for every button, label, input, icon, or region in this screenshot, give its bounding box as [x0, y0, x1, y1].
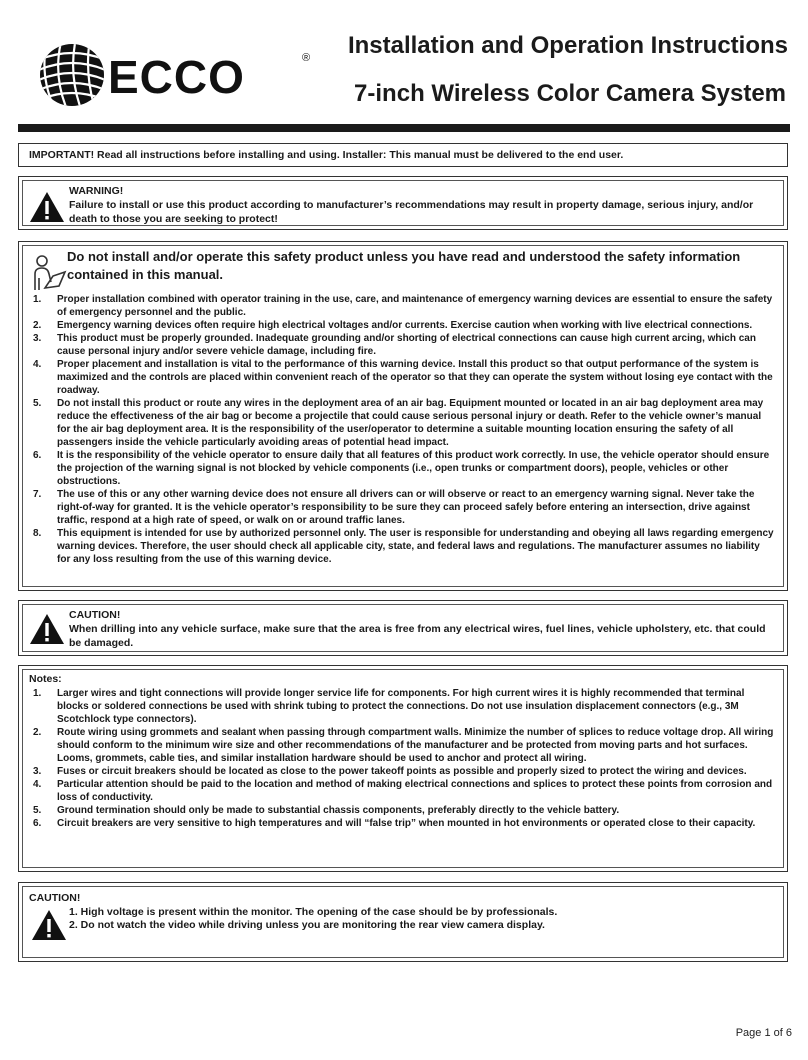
list-item: 8. This equipment is intended for use by authorized personnel only. The user is responsible for understanding and obeying all laws regarding emergency warning devices. Therefore, the user should check all applicable city, state, and federal laws and regulations. The manufacturer assumes no liability for any loss resulting from the use of this warning device.: [33, 528, 774, 565]
list-item: 6. It is the responsibility of the vehicle operator to ensure daily that all features of this product work correctly. In use, the vehicle operator should ensure the projection of the warning signal is not blocked by vehicle components (i.e., open trunks or compartment doors), people, vehicles or other obstructions.: [33, 450, 770, 487]
caution-triangle-icon: [29, 613, 65, 645]
page-header: [0, 0, 808, 130]
important-notice-box: [18, 143, 788, 167]
document-subtitle: 7-inch Wireless Color Camera System: [354, 80, 786, 107]
caution-text: When drilling into any vehicle surface, make sure that the area is free from any electrical wires, fuel lines, vehicle upholstery, etc. that could be damaged.: [69, 623, 766, 649]
list-item: 2. Route wiring using grommets and sealant when passing through compartment walls. Minimize the number of splices to reduce voltage drop. All wiring should conform to the minimum wire size and other recommendations of the manufacturer and be protected from moving parts and hot surfaces. Looms, grommets, cable ties, and similar installation hardware should be used to anchor and protect all wiring.: [33, 727, 774, 764]
caution-title: CAUTION!: [69, 609, 121, 621]
brand-wordmark: ECCO: [108, 51, 245, 103]
list-item: 1. Proper installation combined with operator training in the use, care, and maintenance of emergency warning devices are essential to ensure the safety of emergency personnel and the public.: [33, 294, 773, 318]
safety-info-box: [18, 241, 788, 591]
warning-text: Failure to install or use this product according to manufacturer’s recommendations may result in property damage, serious injury, and/or death to those you are seeking to protect!: [69, 199, 754, 225]
warning-title: WARNING!: [69, 185, 124, 197]
caution-monitor-box: [18, 882, 788, 962]
caution-drilling-box: [18, 600, 788, 656]
list-item: 5. Ground termination should only be made to substantial chassis components, preferably directly to the vehicle battery.: [33, 805, 620, 816]
safety-heading: Do not install and/or operate this safety product unless you have read and understood the safety information contained in this manual.: [67, 249, 741, 282]
safety-list: [23, 293, 775, 566]
list-item: 4. Proper placement and installation is vital to the performance of this warning device. Install this product so that output performance of the system is maximized and the controls are placed within convenient reach of the operator so that they can operate the system without losing eye contact with the roadway.: [33, 359, 773, 396]
caution-title: CAUTION!: [29, 892, 81, 904]
list-item: 6. Circuit breakers are very sensitive to high temperatures and will “false trip” when mounted in hot environments or operated close to their capacity.: [33, 818, 756, 829]
caution-line-2: 2. Do not watch the video while driving unless you are monitoring the rear view camera display.: [69, 919, 545, 931]
caution-triangle-icon: [31, 909, 67, 941]
page-number: Page 1 of 6: [735, 1027, 792, 1039]
notes-list: [23, 687, 775, 830]
read-manual-icon: [31, 252, 67, 292]
list-item: 3. This product must be properly grounded. Inadequate grounding and/or shorting of electrical connections can cause high current arcing, which can cause personal injury and/or severe vehicle damage, including fire.: [33, 333, 756, 357]
registered-mark: ®: [302, 52, 311, 64]
list-item: 7. The use of this or any other warning device does not ensure all drivers can or will observe or react to an emergency warning signal. Never take the right-of-way for granted. It is the vehicle operator’s responsibility to be sure they can proceed safely before entering an intersection, drive against traffic, respond at a high rate of speed, or walk on or around traffic lanes.: [33, 489, 755, 526]
warning-box: [18, 176, 788, 230]
document-title: Installation and Operation Instructions: [347, 32, 788, 59]
list-item: 2. Emergency warning devices often require high electrical voltages and/or currents. Exercise caution when working with live electrical connections.: [33, 320, 753, 331]
list-item: 4. Particular attention should be paid to the location and method of making electrical connections and splices to protect these points from corrosion and loss of conductivity.: [33, 779, 773, 803]
list-item: 1. Larger wires and tight connections will provide longer service life for components. For high current wires it is highly recommended that terminal blocks or soldered connections be used with shrink tubing to protect the connections. Do not use insulation displacement connectors (e.g., 3M Scotchlock type connectors).: [33, 688, 745, 725]
caution-line-1: 1. High voltage is present within the monitor. The opening of the case should be by professionals.: [69, 906, 558, 918]
globe-logo-icon: [38, 42, 108, 108]
important-notice: IMPORTANT! Read all instructions before installing and using. Installer: This manual must be delivered to the end user.: [29, 149, 624, 161]
notes-box: [18, 665, 788, 872]
header-rule: [18, 124, 790, 132]
list-item: 5. Do not install this product or route any wires in the deployment area of an air bag. Equipment mounted or located in an air bag deployment area may reduce the effectiveness of the air bag or become a projectile that could cause serious personal injury or death. Refer to the vehicle owner’s manual for the air bag deployment area. It is the responsibility of the user/operator to determine a suitable mounting location ensuring the safety of all passengers inside the vehicle particularly avoiding areas of potential head impact.: [33, 398, 764, 448]
list-item: 3. Fuses or circuit breakers should be located as close to the power takeoff points as possible and properly sized to protect the wiring and devices.: [33, 766, 747, 777]
notes-title: Notes:: [29, 673, 62, 685]
warning-triangle-icon: [29, 191, 65, 223]
